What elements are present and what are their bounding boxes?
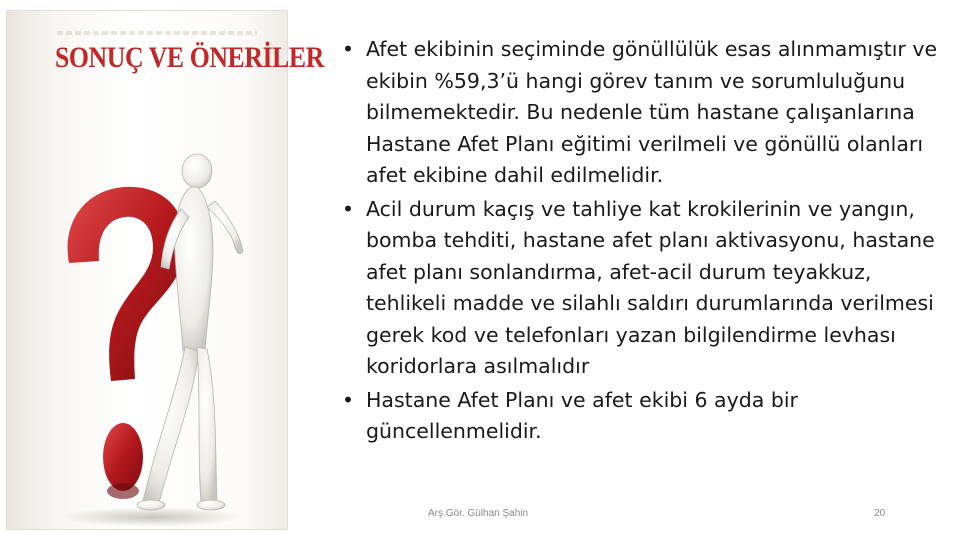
panel-heading: SONUÇ VE ÖNERİLER xyxy=(55,41,324,74)
question-mark-dot-base xyxy=(107,483,139,499)
footer-author: Arş.Gör. Gülhan Şahin xyxy=(428,508,529,519)
bullet-text: Acil durum kaçış ve tahliye kat krokilerinin ve yangın, bomba tehditi, hastane afet planı aktivasyonu, hastane afet planı sonlandırma, afet-acil durum teyakkuz, tehlikeli madde ve silahlı saldırı durumlarında verilmesi gerek kod ve telefonları yazan bilgilendirme levhası koridorlara asılmalıdır xyxy=(366,196,935,378)
bullet-dot-icon: • xyxy=(341,37,355,61)
bullet-list xyxy=(338,34,938,448)
question-mark-figure-illustration xyxy=(47,151,247,531)
question-mark-dot xyxy=(103,423,143,491)
bullet-text: Afet ekibinin seçiminde gönüllülük esas alınmamıştır ve ekibin %59,3’ü hangi görev tanım ve sorumluluğunu bilmemektedir. Bu nedenle tüm hastane çalışanlarına Hastane Afet Planı eğitimi verilmeli ve gönüllü olanları afet ekibine dahil edilmelidir. xyxy=(366,37,938,187)
slide-content xyxy=(338,34,938,450)
question-mark-hook xyxy=(68,187,186,381)
decorative-line xyxy=(57,31,257,35)
bullet-dot-icon: • xyxy=(341,196,355,221)
bullet-text: Hastane Afet Planı ve afet ekibi 6 ayda bir güncellenmelidir. xyxy=(366,387,798,443)
page-number: 20 xyxy=(874,508,886,519)
bullet-dot-icon: • xyxy=(341,387,355,412)
bullet-item xyxy=(338,34,938,192)
bullet-item xyxy=(338,194,938,383)
side-image-panel xyxy=(6,10,324,530)
bullet-item xyxy=(338,385,938,448)
